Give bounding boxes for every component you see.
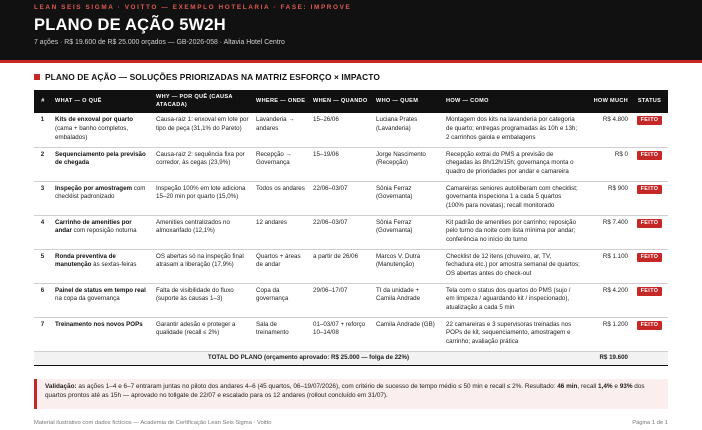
table-row [34, 215, 668, 249]
total-label: TOTAL DO PLANO (orçamento aprovado: R$ 25.000 — folga de 22%) [34, 351, 583, 365]
how-much-cell: R$ 7.400 [583, 215, 631, 249]
who-cell: Sônia Ferraz (Governanta) [373, 181, 443, 215]
why-cell: Falta de visibilidade do fluxo (suporte às causas 1–3) [153, 283, 253, 317]
how-much-cell: R$ 4.800 [583, 113, 631, 147]
how-cell: Montagem dos kits na lavanderia por categoria de quarto; entregas programadas às 10h e 13h; 2 carrinhos gaiola e embalagens [443, 113, 583, 147]
table-row [34, 249, 668, 283]
col-header-what: WHAT — O QUÊ [52, 90, 153, 113]
validation-text-1: as ações 1–4 e 6–7 entraram juntas no piloto dos andares 4–6 (45 quartos, 06–19/07/2026), com critério de sucesso de tempo médio ≤ 50 min e recall ≤ 2%. Resultado: [76, 383, 558, 390]
total-status-cell [631, 351, 668, 365]
status-cell [631, 147, 668, 181]
status-badge: FEITO [637, 321, 663, 330]
where-cell: 12 andares [253, 215, 310, 249]
col-header-num: # [34, 90, 52, 113]
how-cell: Camareiras seniores autoliberam com checklist; governanta inspeciona 1 a cada 5 quartos (100% para novatas); recall monitorado [443, 181, 583, 215]
how-much-cell: R$ 1.100 [583, 249, 631, 283]
who-cell: Jorge Nascimento (Recepção) [373, 147, 443, 181]
status-cell [631, 249, 668, 283]
table-header-row [34, 90, 668, 113]
status-badge: FEITO [637, 287, 663, 296]
table-row [34, 181, 668, 215]
validation-text-3: e [612, 383, 620, 390]
table-row [34, 317, 668, 351]
page-header [0, 0, 702, 63]
what-cell [52, 283, 153, 317]
col-header-how-much: HOW MUCH [583, 90, 631, 113]
page-footer [34, 420, 668, 426]
what-cell [52, 147, 153, 181]
who-cell: TI da unidade + Camila Andrade [373, 283, 443, 317]
col-header-status: STATUS [631, 90, 668, 113]
row-number: 2 [34, 147, 52, 181]
what-rest: às sextas-feiras [91, 261, 137, 269]
what-rest: na copa da governança [55, 295, 120, 303]
what-bold: Painel de status em tempo real [55, 286, 146, 294]
header-kicker: LEAN SEIS SIGMA · VOITTO — EXEMPLO HOTELARIA · FASE: IMPROVE [34, 4, 352, 11]
col-header-where: WHERE — ONDE [253, 90, 310, 113]
validation-time: 46 min [557, 383, 578, 390]
when-cell: 01–03/07 + reforço 10–14/08 [310, 317, 373, 351]
col-header-how: HOW — COMO [443, 90, 583, 113]
when-cell: 22/06–03/07 [310, 215, 373, 249]
page-title: PLANO DE AÇÃO 5W2H [34, 16, 226, 34]
why-cell: OS abertas só na inspeção final atrasam a liberação (17,9%) [153, 249, 253, 283]
what-rest: com checklist padronizado [55, 184, 146, 201]
table-row [34, 147, 668, 181]
table-row [34, 113, 668, 147]
section-heading [34, 71, 668, 83]
who-cell: Luciana Prates (Lavanderia) [373, 113, 443, 147]
col-header-why: WHY — POR QUÊ (CAUSA ATACADA) [153, 90, 253, 113]
why-cell: Amenities centralizados no almoxarifado (12,1%) [153, 215, 253, 249]
status-badge: FEITO [637, 151, 663, 160]
row-number: 4 [34, 215, 52, 249]
how-much-cell: R$ 0 [583, 147, 631, 181]
status-cell [631, 215, 668, 249]
action-plan-table [34, 90, 668, 366]
how-cell: 22 camareiras e 3 supervisoras treinadas nos POPs de kit, sequenciamento, amostragem e carrinho; avaliação prática [443, 317, 583, 351]
what-cell [52, 181, 153, 215]
when-cell: 29/06–17/07 [310, 283, 373, 317]
where-cell: Lavanderia → andares [253, 113, 310, 147]
status-badge: FEITO [637, 253, 663, 262]
total-row [34, 351, 668, 365]
total-value: R$ 19.600 [583, 351, 631, 365]
why-cell: Inspeção 100% em lote adiciona 15–20 min por quarto (15,0%) [153, 181, 253, 215]
row-number: 6 [34, 283, 52, 317]
what-rest: (cama + banho completos, embalados) [55, 124, 129, 141]
square-bullet-icon [34, 74, 40, 80]
what-bold: Ronda preventiva de manutenção [55, 252, 116, 269]
status-badge: FEITO [637, 185, 663, 194]
who-cell: Sônia Ferraz (Governanta) [373, 215, 443, 249]
header-meta: 7 ações · R$ 19.600 de R$ 25.000 orçados — GB-2026-058 · Altavia Hotel Centro [34, 39, 285, 46]
status-cell [631, 113, 668, 147]
col-header-when: WHEN — QUANDO [310, 90, 373, 113]
status-cell [631, 181, 668, 215]
validation-recall: 1,4% [598, 383, 613, 390]
validation-label: Validação: [45, 383, 77, 390]
how-cell: Tela com o status dos quartos do PMS (sujo / em limpeza / aguardando kit / inspecionado), atualização a cada 5 min [443, 283, 583, 317]
validation-text-2: , recall [577, 383, 599, 390]
table-row [34, 283, 668, 317]
validation-text-4: dos quartos prontos até as 15h — aprovado no tollgate de 22/07 e escalado para os 12 andares (rollout concluído em 31/07). [45, 383, 645, 400]
validation-note [34, 379, 668, 409]
validation-ready-rate: 93% [619, 383, 633, 390]
status-badge: FEITO [637, 116, 663, 125]
what-cell [52, 113, 153, 147]
section-title: PLANO DE AÇÃO — SOLUÇÕES PRIORIZADAS NA MATRIZ ESFORÇO × IMPACTO [45, 72, 380, 82]
status-cell [631, 283, 668, 317]
how-cell: Kit padrão de amenities por carrinho; reposição pelo turno da noite com lista mínima por andar; conferência no início do turno [443, 215, 583, 249]
what-cell [52, 317, 153, 351]
where-cell: Sala de treinamento [253, 317, 310, 351]
where-cell: Quartos + áreas de andar [253, 249, 310, 283]
status-cell [631, 317, 668, 351]
page-number: Página 1 de 1 [632, 420, 668, 426]
who-cell: Marcos V. Dutra (Manutenção) [373, 249, 443, 283]
how-cell: Checklist de 12 itens (chuveiro, ar, TV, fechadura etc.) por amostra semanal de quartos; OS abertas antes do check-out [443, 249, 583, 283]
where-cell: Todos os andares [253, 181, 310, 215]
when-cell: 15–19/06 [310, 147, 373, 181]
how-cell: Recepção extrai do PMS a previsão de chegadas às 8h/12h/15h; governança monta o quadro de prioridades por andar e camareira [443, 147, 583, 181]
how-much-cell: R$ 1.200 [583, 317, 631, 351]
when-cell: 22/06–03/07 [310, 181, 373, 215]
status-badge: FEITO [637, 219, 663, 228]
what-bold: Carrinho de amenities por andar [55, 218, 132, 235]
why-cell: Causa-raiz 2: sequência fixa por corredor, às cegas (23,9%) [153, 147, 253, 181]
what-bold: Kits de enxoval por quarto [55, 116, 134, 123]
row-number: 7 [34, 317, 52, 351]
where-cell: Copa da governança [253, 283, 310, 317]
what-rest: com reposição noturna [71, 227, 137, 235]
row-number: 1 [34, 113, 52, 147]
what-bold: Inspeção por amostragem [55, 184, 133, 192]
what-bold: Treinamento nos novos POPs [55, 320, 143, 328]
where-cell: Recepção → Governança [253, 147, 310, 181]
footer-disclaimer: Material ilustrativo com dados fictícios — Academia de Certificação Lean Seis Sigma · Voitto [34, 420, 272, 426]
row-number: 5 [34, 249, 52, 283]
col-header-who: WHO — QUEM [373, 90, 443, 113]
row-number: 3 [34, 181, 52, 215]
why-cell: Causa-raiz 1: enxoval em lote por tipo de peça (31,1% do Pareto) [153, 113, 253, 147]
who-cell: Camila Andrade (GB) [373, 317, 443, 351]
what-cell [52, 215, 153, 249]
how-much-cell: R$ 4.200 [583, 283, 631, 317]
when-cell: a partir de 26/06 [310, 249, 373, 283]
how-much-cell: R$ 900 [583, 181, 631, 215]
what-bold: Sequenciamento pela previsão de chegada [55, 150, 146, 167]
what-cell [52, 249, 153, 283]
when-cell: 15–26/06 [310, 113, 373, 147]
why-cell: Garantir adesão e proteger a qualidade (recall ≤ 2%) [153, 317, 253, 351]
